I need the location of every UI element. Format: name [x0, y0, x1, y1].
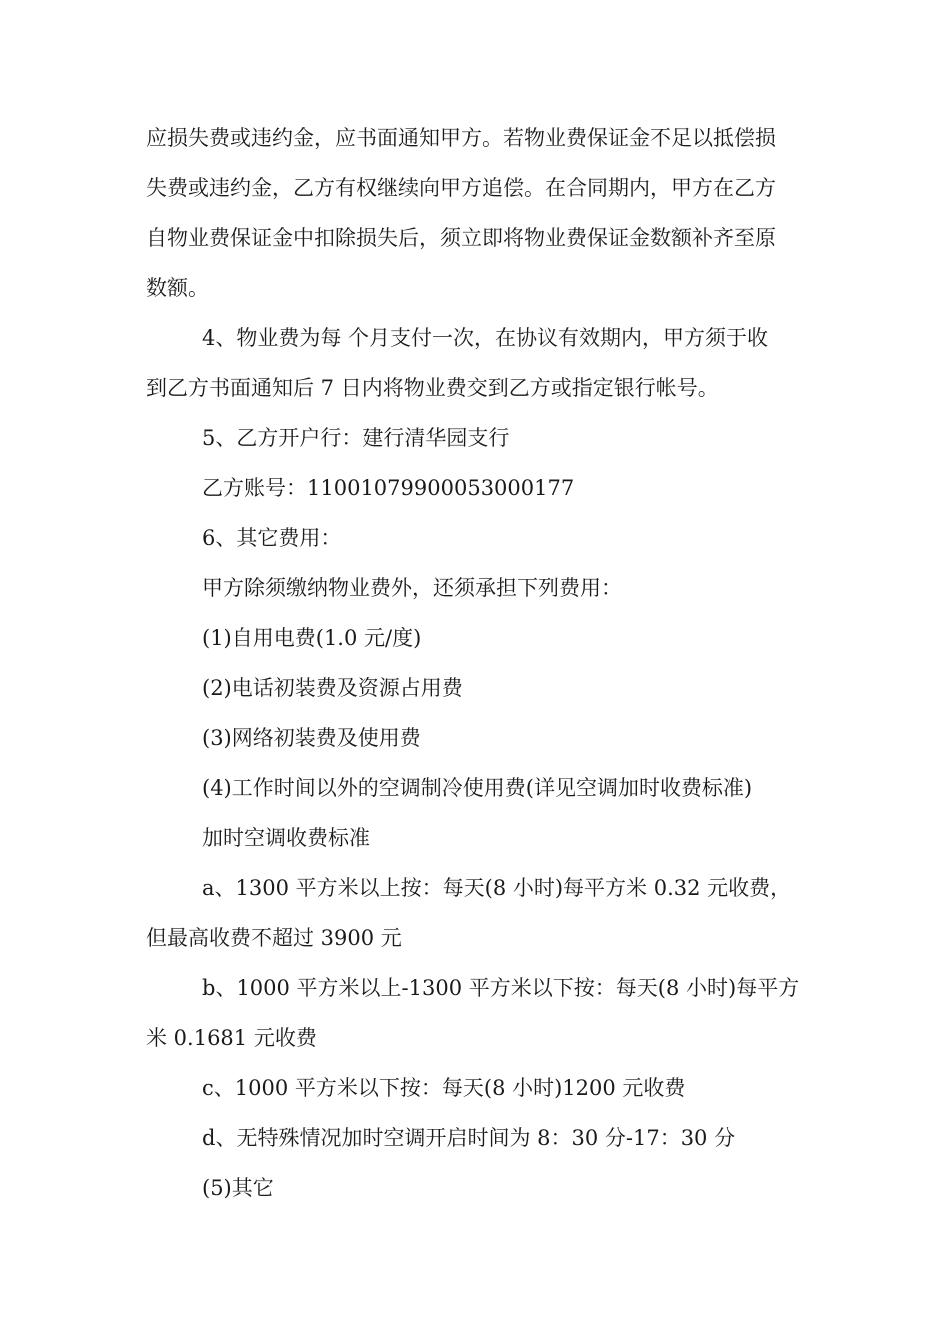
text-line: c、1000 平方米以下按：每天(8 小时)1200 元收费: [202, 1076, 686, 1100]
text-line: 数额。: [146, 276, 209, 300]
text-line: 6、其它费用：: [202, 526, 342, 550]
text-line: 5、乙方开户行：建行清华园支行: [202, 426, 510, 450]
text-line: 应损失费或违约金，应书面通知甲方。若物业费保证金不足以抵偿损: [146, 126, 776, 150]
text-line: 失费或违约金，乙方有权继续向甲方追偿。在合同期内，甲方在乙方: [146, 176, 776, 200]
text-line: 4、物业费为每 个月支付一次，在协议有效期内，甲方须于收: [202, 326, 769, 350]
text-line: d、无特殊情况加时空调开启时间为 8：30 分-17：30 分: [202, 1126, 736, 1150]
text-line: (2)电话初装费及资源占用费: [202, 676, 463, 700]
text-line: 加时空调收费标准: [202, 826, 370, 850]
text-line: (3)网络初装费及使用费: [202, 726, 421, 750]
text-line: 到乙方书面通知后 7 日内将物业费交到乙方或指定银行帐号。: [146, 376, 719, 400]
text-line: 乙方账号：11001079900053000177: [202, 476, 575, 500]
text-line: (5)其它: [202, 1176, 274, 1200]
text-line: 自物业费保证金中扣除损失后，须立即将物业费保证金数额补齐至原: [146, 226, 776, 250]
text-line: 米 0.1681 元收费: [146, 1026, 317, 1050]
document-body: [146, 113, 810, 1213]
text-line: b、1000 平方米以上-1300 平方米以下按：每天(8 小时)每平方: [202, 976, 800, 1000]
text-line: 但最高收费不超过 3900 元: [146, 926, 402, 950]
text-line: (4)工作时间以外的空调制冷使用费(详见空调加时收费标准): [202, 776, 753, 800]
text-line: a、1300 平方米以上按：每天(8 小时)每平方米 0.32 元收费，: [202, 876, 792, 900]
text-line: 甲方除须缴纳物业费外，还须承担下列费用：: [202, 576, 622, 600]
text-line: (1)自用电费(1.0 元/度): [202, 626, 422, 650]
